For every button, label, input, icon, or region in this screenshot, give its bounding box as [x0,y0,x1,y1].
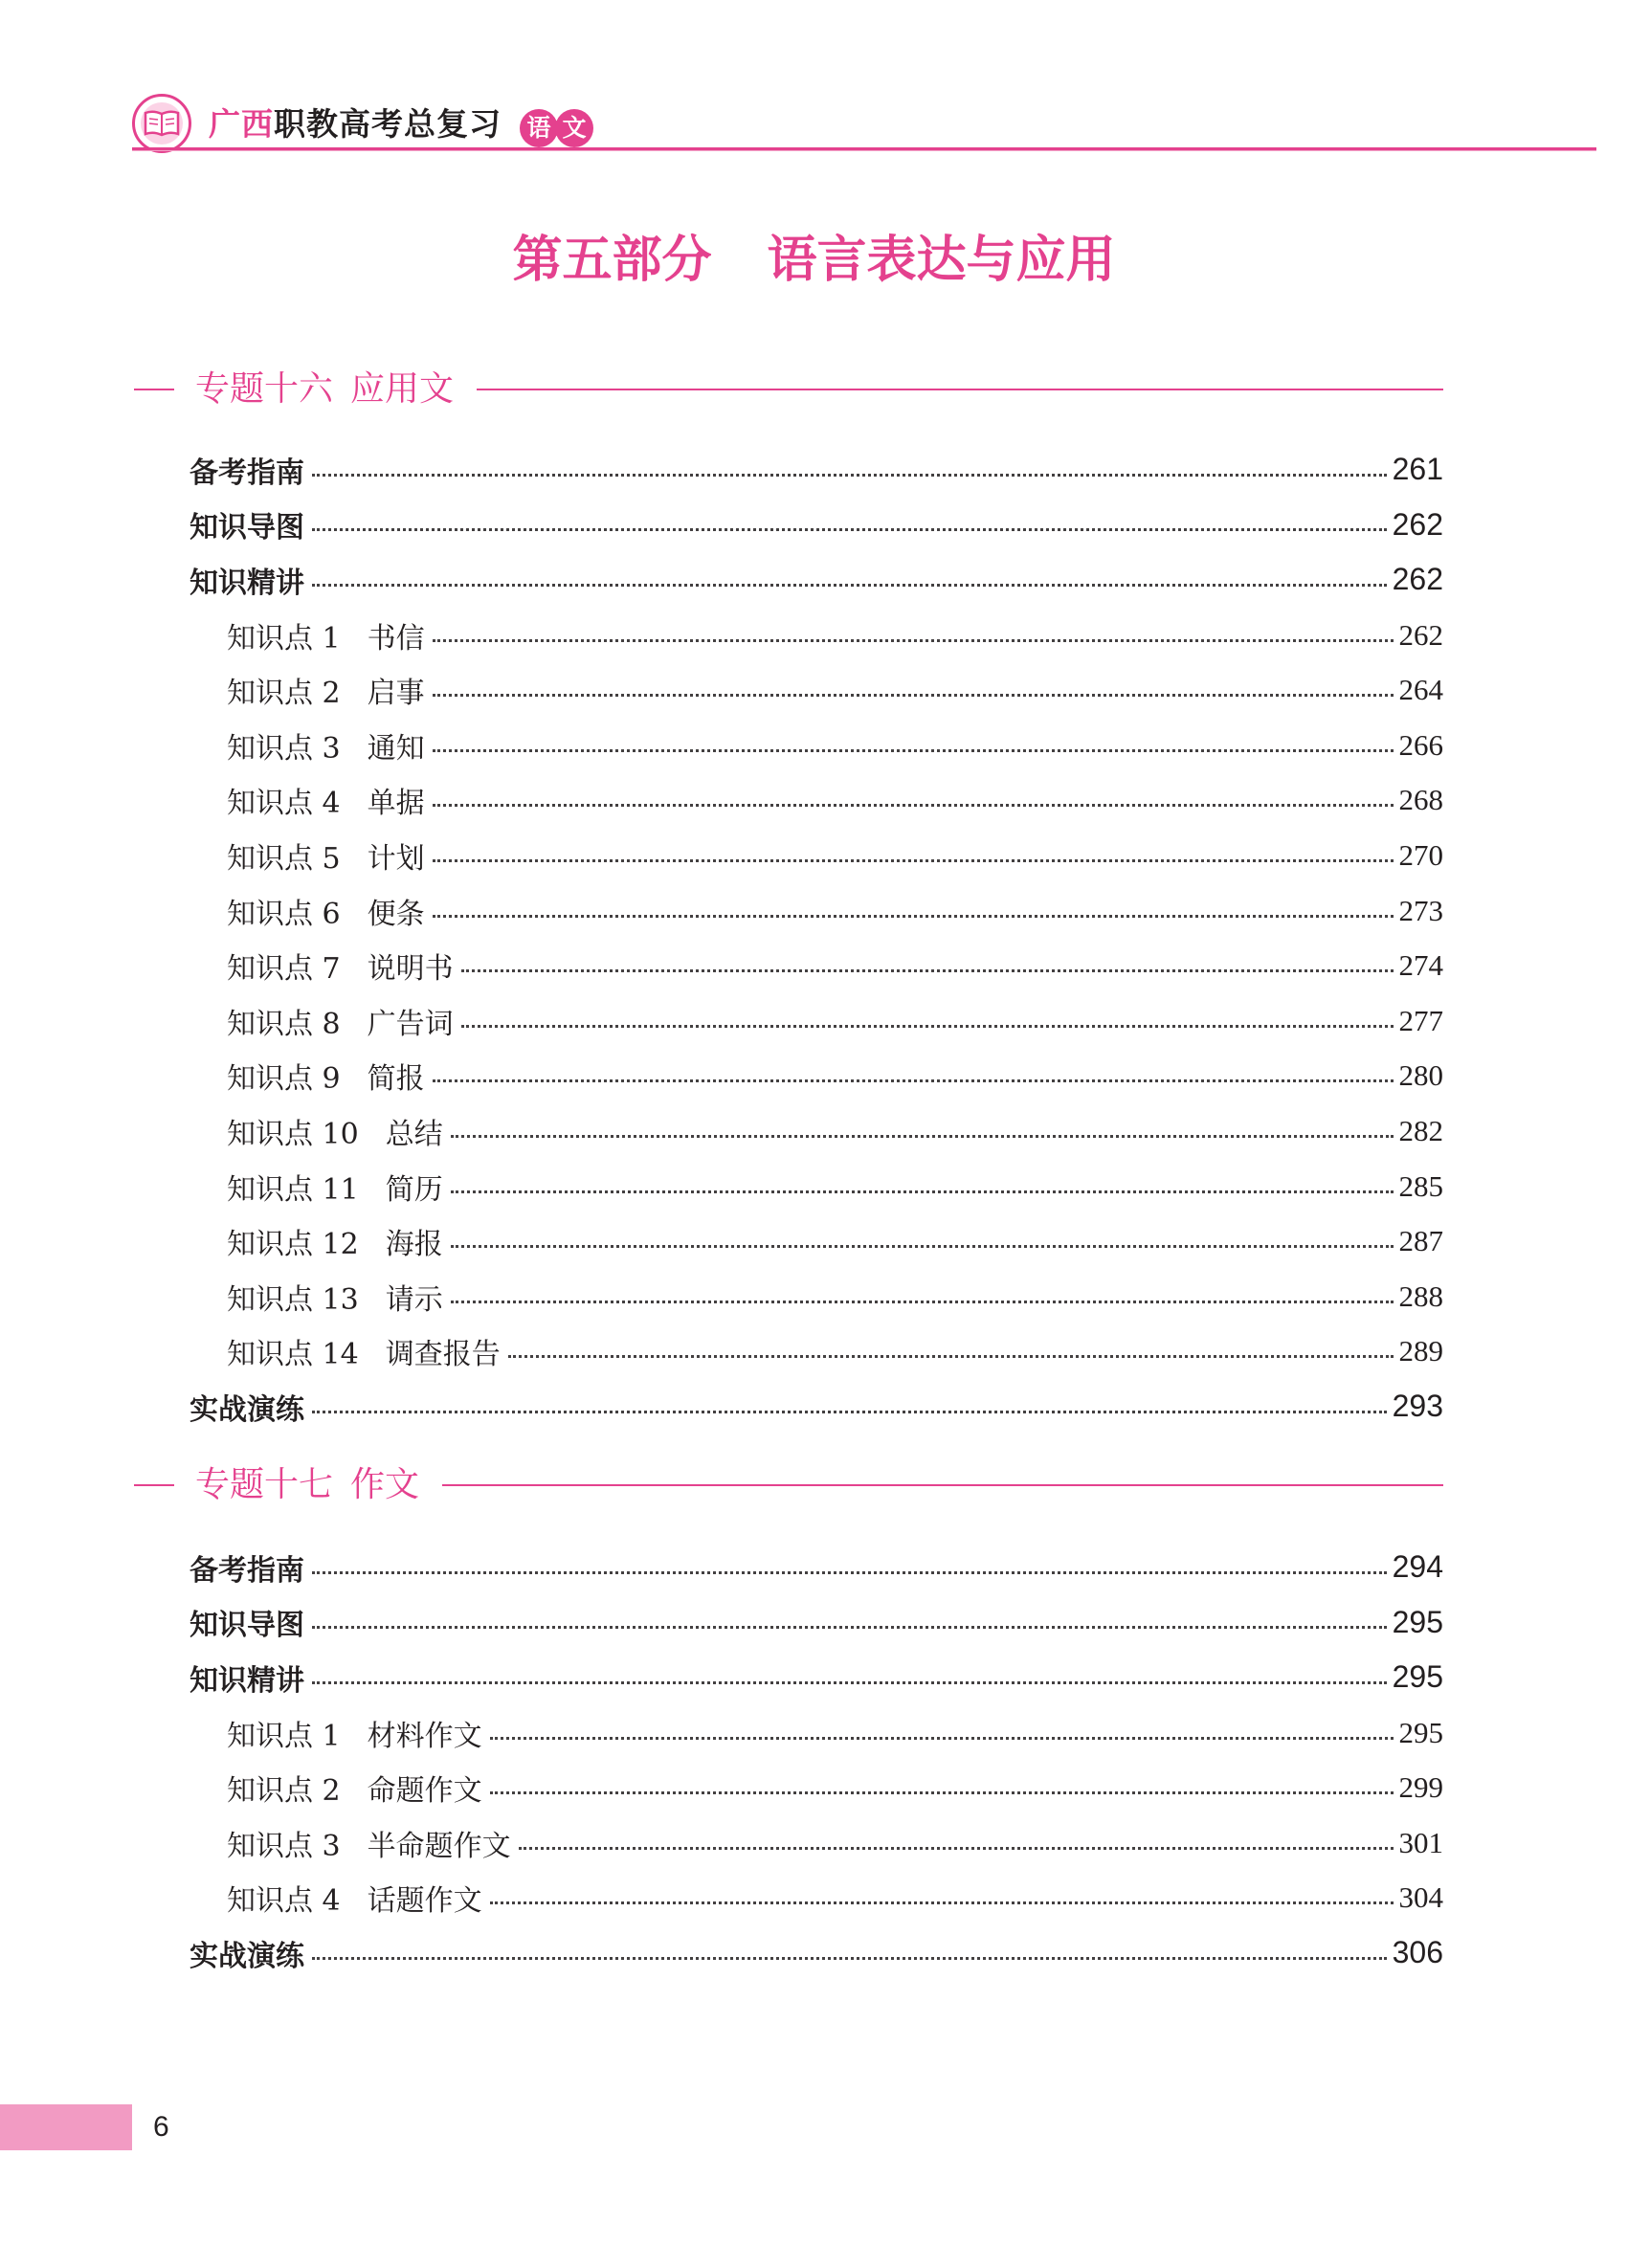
dot-leader [519,1846,1394,1850]
toc-subentry[interactable] [227,1049,1443,1104]
toc-subentry-title [227,1822,519,1864]
toc-entry-title: 知识导图 [190,1609,304,1643]
knowledge-point-number: 知识点 8 [227,1007,341,1041]
part-title [0,230,1628,291]
knowledge-point-title: 说明书 [367,952,454,987]
topic-heading [134,368,1443,411]
knowledge-point-number: 知识点 5 [227,841,341,876]
page-ref: 266 [1398,727,1443,762]
page-ref: 262 [1392,562,1443,597]
part-number: 第五部分 [512,232,712,289]
dot-leader [433,1078,1394,1082]
toc-subentry-title [227,1220,451,1262]
subject-char: 文 [555,109,593,147]
page-ref: 301 [1398,1825,1443,1859]
toc-subentry[interactable] [227,608,1443,663]
knowledge-point-title: 命题作文 [367,1774,482,1809]
knowledge-point-title: 便条 [367,897,425,931]
toc-subentry[interactable] [227,1324,1443,1380]
topic-rule [477,389,1443,390]
toc-entry[interactable] [190,1650,1443,1705]
page-ref: 277 [1398,1003,1443,1037]
dot-leader [312,1570,1387,1574]
toc-entry-title: 实战演练 [190,1939,304,1973]
toc-subentry[interactable] [227,1213,1443,1269]
series-brand: 广西 [209,105,274,143]
dot-leader [508,1354,1394,1358]
toc-subentry-title [227,1276,451,1318]
knowledge-point-title: 启事 [367,677,425,711]
toc-entry[interactable] [190,1595,1443,1651]
page-ref: 289 [1398,1334,1443,1368]
open-book-icon [144,109,180,138]
toc-subentry[interactable] [227,1871,1443,1926]
toc-subentry[interactable] [227,938,1443,993]
toc-entry[interactable] [190,1379,1443,1434]
header-rule-shadow [132,150,1596,151]
knowledge-point-title: 通知 [367,731,425,766]
knowledge-point-number: 知识点 4 [227,1884,341,1919]
part-name: 语言表达与应用 [767,232,1116,289]
knowledge-point-number: 知识点 9 [227,1062,341,1097]
footer-color-bar [0,2104,132,2150]
knowledge-point-title: 单据 [367,787,425,821]
knowledge-point-title: 总结 [385,1117,443,1151]
toc-list [0,442,1628,1434]
toc-subentry[interactable] [227,1103,1443,1159]
page-ref: 293 [1392,1389,1443,1424]
page-ref: 261 [1392,452,1443,487]
series-title [209,105,502,144]
toc-subentry[interactable] [227,1159,1443,1214]
toc-subentry[interactable] [227,1815,1443,1871]
page-ref: 264 [1398,673,1443,707]
toc-subentry[interactable] [227,773,1443,829]
knowledge-point-title: 话题作文 [367,1884,482,1919]
toc-subentry[interactable] [227,993,1443,1049]
subject-badge [520,109,591,147]
page-ref: 262 [1392,506,1443,542]
knowledge-point-number: 知识点 1 [227,1719,341,1753]
page-ref: 270 [1398,837,1443,872]
toc-entry-title: 备考指南 [190,1553,304,1588]
toc-subentry[interactable] [227,1269,1443,1324]
knowledge-point-number: 知识点 3 [227,1829,341,1863]
topic-number: 专题十七 [195,1465,334,1504]
book-icon [132,94,191,153]
toc-subentry-title [227,669,433,711]
series-title-rest: 职教高考总复习 [274,105,502,143]
knowledge-point-title: 简报 [367,1062,425,1097]
toc-subentry[interactable] [227,1760,1443,1815]
knowledge-point-title: 材料作文 [367,1719,482,1753]
toc-entry-title: 知识导图 [190,511,304,545]
toc-subentry-title [227,1712,490,1754]
dot-leader [433,748,1394,752]
page-ref: 262 [1398,617,1443,652]
toc-subentry-title [227,1877,490,1919]
toc-entry-title: 实战演练 [190,1392,304,1427]
dot-leader [433,638,1394,642]
knowledge-point-title: 简历 [385,1172,443,1207]
toc-subentry-title [227,779,433,821]
page-ref: 304 [1398,1880,1443,1915]
topic-dash [134,389,174,390]
dot-leader [433,858,1394,862]
knowledge-point-title: 计划 [367,841,425,876]
toc-subentry-title [227,1110,451,1152]
dot-leader [312,1956,1387,1960]
dot-leader [312,583,1387,587]
dot-leader [312,1625,1387,1629]
knowledge-point-title: 书信 [367,621,425,656]
toc-subentry-title [227,724,433,767]
toc-subentry-title [227,1330,508,1372]
dot-leader [451,1190,1394,1193]
dot-leader [461,1024,1394,1028]
page-ref: 274 [1398,948,1443,983]
page-ref: 268 [1398,783,1443,817]
page-ref: 295 [1398,1715,1443,1749]
page-ref: 287 [1398,1224,1443,1258]
knowledge-point-title: 请示 [385,1282,443,1317]
toc-subentry[interactable] [227,1705,1443,1761]
page-ref: 280 [1398,1058,1443,1093]
toc-entry[interactable] [190,552,1443,608]
toc-entry[interactable] [190,1540,1443,1595]
toc-subentry-title [227,1767,490,1809]
knowledge-point-number: 知识点 3 [227,731,341,766]
toc-entry-title: 备考指南 [190,456,304,490]
dot-leader [433,693,1394,697]
dot-leader [451,1244,1394,1248]
toc-subentry-title [227,1000,461,1042]
toc-subentry[interactable] [227,662,1443,718]
toc-entry-title: 知识精讲 [190,1663,304,1698]
running-header [132,94,1596,161]
page-ref: 273 [1398,893,1443,927]
dot-leader [312,527,1387,531]
dot-leader [490,1736,1394,1740]
toc-subentry[interactable] [227,828,1443,883]
toc-entry[interactable] [190,1925,1443,1981]
page-ref: 288 [1398,1279,1443,1313]
knowledge-point-title: 调查报告 [385,1338,501,1372]
knowledge-point-number: 知识点 13 [227,1282,359,1317]
page-ref: 282 [1398,1113,1443,1147]
knowledge-point-title: 广告词 [367,1007,454,1041]
knowledge-point-number: 知识点 10 [227,1117,359,1151]
toc-subentry-title [227,1055,433,1097]
topic-name: 应用文 [350,369,455,409]
page-ref: 299 [1398,1770,1443,1805]
dot-leader [461,968,1394,972]
page-ref: 295 [1392,1659,1443,1695]
knowledge-point-number: 知识点 12 [227,1228,359,1262]
toc-entry[interactable] [190,442,1443,498]
dot-leader [312,1680,1387,1684]
page-ref: 285 [1398,1168,1443,1203]
dot-leader [433,803,1394,807]
page-number: 6 [153,2111,169,2143]
knowledge-point-number: 知识点 4 [227,787,341,821]
dot-leader [433,914,1394,918]
toc-subentry[interactable] [227,883,1443,939]
toc-list [0,1540,1628,1981]
toc-entry[interactable] [190,498,1443,553]
dot-leader [451,1300,1394,1303]
topic-heading [134,1464,1443,1506]
topic-dash [134,1484,174,1486]
dot-leader [312,1410,1387,1413]
subject-char: 语 [520,109,558,147]
topic-number: 专题十六 [195,369,334,409]
toc-subentry-title [227,834,433,877]
knowledge-point-number: 知识点 2 [227,677,341,711]
knowledge-point-number: 知识点 7 [227,952,341,987]
page-ref: 295 [1392,1604,1443,1639]
topic-rule [442,1484,1443,1486]
page-ref: 306 [1392,1935,1443,1970]
topic-label [195,1464,442,1506]
toc-subentry-title [227,945,461,987]
knowledge-point-number: 知识点 14 [227,1338,359,1372]
toc-subentry-title [227,1166,451,1208]
toc-subentry[interactable] [227,718,1443,773]
topic-name: 作文 [350,1465,420,1504]
dot-leader [490,1790,1394,1794]
topic-label [195,368,477,411]
knowledge-point-number: 知识点 6 [227,897,341,931]
knowledge-point-title: 半命题作文 [367,1829,511,1863]
dot-leader [451,1134,1394,1138]
toc-subentry-title [227,890,433,932]
knowledge-point-number: 知识点 11 [227,1172,359,1207]
toc-subentry-title [227,614,433,656]
dot-leader [312,473,1387,477]
knowledge-point-number: 知识点 2 [227,1774,341,1809]
knowledge-point-title: 海报 [385,1228,443,1262]
dot-leader [490,1901,1394,1904]
knowledge-point-number: 知识点 1 [227,621,341,656]
page-ref: 294 [1392,1549,1443,1585]
toc-entry-title: 知识精讲 [190,566,304,600]
